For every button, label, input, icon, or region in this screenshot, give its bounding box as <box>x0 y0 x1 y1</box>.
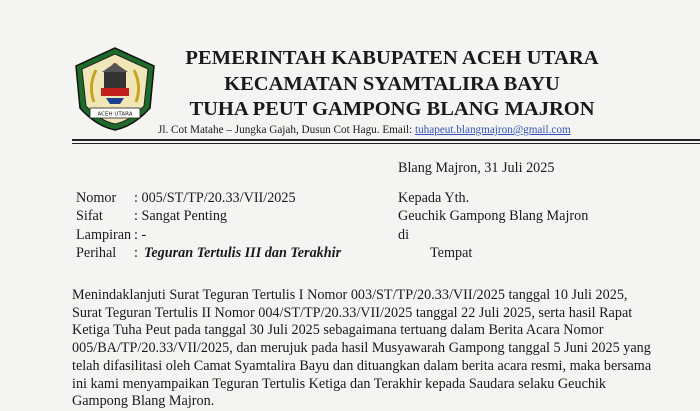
body-line: Surat Teguran Tertulis II Nomor 004/ST/TP/20.33/VII/2025 tanggal 22 Juli 2025, serta hasil Rapat <box>72 304 633 321</box>
svg-text:ACEH UTARA: ACEH UTARA <box>97 111 133 118</box>
lampiran-label: Lampiran <box>76 227 132 243</box>
perihal-value: Teguran Tertulis III dan Terakhir <box>144 245 342 261</box>
body-line: Gampong Blang Majron. <box>72 393 215 410</box>
sifat-value: : Sangat Penting <box>134 208 228 224</box>
nomor-value: : 005/ST/TP/20.33/VII/2025 <box>134 190 296 206</box>
letterhead-address <box>158 124 571 136</box>
recipient-place: Tempat <box>430 245 473 261</box>
place-date: Blang Majron, 31 Juli 2025 <box>398 160 555 176</box>
recipient-name: Geuchik Gampong Blang Majron <box>398 208 589 224</box>
recipient-di: di <box>398 227 410 243</box>
body-line: 005/BA/TP/20.33/VII/2025, dan merujuk pada hasil Musyawarah Gampong tanggal 5 Juni 2025 yang <box>72 340 651 357</box>
body-paragraph <box>72 287 652 411</box>
body-line: Menindaklanjuti Surat Teguran Tertulis I Nomor 003/ST/TP/20.33/VII/2025 tanggal 10 Juli 2025, <box>72 287 628 303</box>
body-line: ini kami menyampaikan Teguran Tertulis Ketiga dan Terakhir kepada Saudara selaku Geuchik <box>72 375 606 392</box>
perihal-label: Perihal <box>76 245 117 261</box>
nomor-label: Nomor <box>76 190 117 206</box>
aceh-utara-emblem-icon <box>74 46 156 132</box>
letterhead-organization: TUHA PEUT GAMPONG BLANG MAJRON <box>189 98 595 120</box>
sifat-label: Sifat <box>76 208 103 224</box>
body-line: Ketiga Tuha Peut pada tanggal 30 Juli 2025 sebagaimana tertuang dalam Berita Acara Nomor <box>72 322 604 339</box>
letterhead-district: KECAMATAN SYAMTALIRA BAYU <box>224 73 560 95</box>
recipient-greeting: Kepada Yth. <box>398 190 470 206</box>
header-rule-thin <box>72 143 700 144</box>
perihal-colon: : <box>134 245 138 261</box>
header-rule-thick <box>72 139 700 141</box>
email-link[interactable]: tuhapeut.blangmajron@gmail.com <box>414 124 571 136</box>
lampiran-value: : - <box>134 227 147 243</box>
address-text: Jl. Cot Matahe – Jungka Gajah, Dusun Cot Hagu. Email: <box>158 124 415 136</box>
letterhead-government: PEMERINTAH KABUPATEN ACEH UTARA <box>185 47 599 69</box>
body-line: telah difasilitasi oleh Camat Syamtalira Bayu dan dituangkan dalam berita acara resmi, maka bersama <box>72 357 652 374</box>
